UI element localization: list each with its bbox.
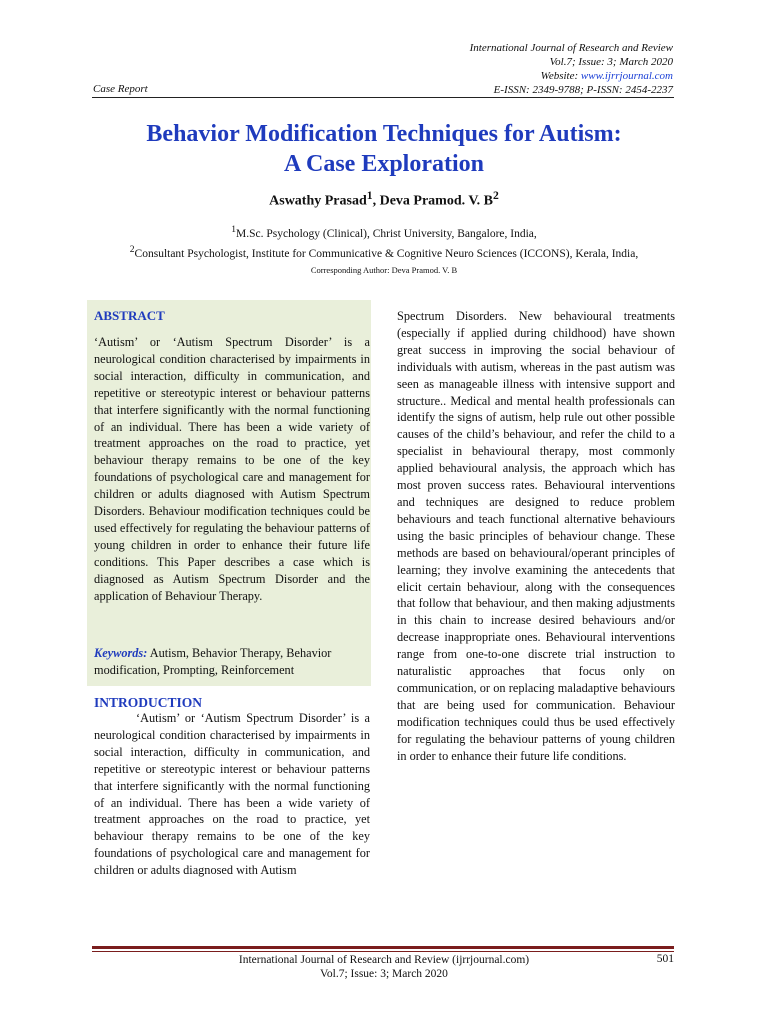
author-2: Deva Pramod. V. B	[379, 193, 494, 209]
header-divider	[92, 97, 674, 98]
author-2-sup: 2	[493, 189, 499, 202]
right-column-text: Spectrum Disorders. New behavioural treatments (especially if applied during childhood) have shown great success in improving the social behaviour of individuals with autism, whereas in the past autism was seen as manageable illness with intensive support and structure.. Medical and mental health professionals can identify the signs of autism, help rule out other possible causes of the child’s behaviour, and refer the child to a specialist in behavioural therapy, most commonly applied behavioural analysis, the approach which has most proven success rates. Behavioural interventions and techniques are designed to reduce problem behaviours and teach functional alternative behaviours using the basic principles of behaviour change. These methods are based on behavioural/operant principles of learning; they involve examining the antecedents that elicit certain behaviour, along with the consequences that follow that behaviour, and then making adjustments in this chain to increase desired behaviours and/or decrease inappropriate ones. Behavioural interventions range from one-to-one discrete trial instruction to naturalistic approaches that focus only on communication, or on replacing maladaptive behaviours that are being used for communication. Behaviour modification techniques could thus be used effectively for regulating the behaviour patterns of young children in order to enhance their future life conditions.	[397, 309, 675, 763]
article-type: Case Report	[93, 83, 148, 95]
author-1-sup: 1	[366, 189, 373, 202]
footer-divider-thick	[92, 946, 674, 949]
affiliation-2-text: Consultant Psychologist, Institute for Communicative & Cognitive Neuro Sciences (ICCONS), Kerala, India,	[134, 247, 639, 260]
footer-divider-thin	[92, 951, 674, 952]
affiliation-2	[0, 242, 768, 262]
journal-issn: E-ISSN: 2349-9788; P-ISSN: 2454-2237	[493, 84, 673, 96]
footer-journal: International Journal of Research and Review (ijrrjournal.com)	[238, 954, 530, 966]
introduction-text: ‘Autism’ or ‘Autism Spectrum Disorder’ is a neurological condition characterised by impairments in social interaction, difficulty in communication, and repetitive or stereotypic interest or behaviour patterns that interfere significantly with the normal functioning of an individual. There has been a wide variety of treatment approaches on the road to practice, yet behaviour therapy remains to be one of the key foundations of psychological care and management for children or adults diagnosed with Autism	[94, 711, 370, 878]
website-label: Website:	[540, 70, 581, 82]
title-line-1: Behavior Modification Techniques for Autism:	[146, 121, 622, 147]
corresponding-author: Corresponding Author: Deva Pramod. V. B	[310, 265, 458, 275]
paper-title	[0, 119, 768, 179]
author-1: Aswathy Prasad	[269, 193, 367, 209]
author-list	[0, 189, 768, 210]
journal-name: International Journal of Research and Review	[469, 42, 673, 54]
affiliations	[0, 222, 768, 262]
website-link[interactable]: www.ijrrjournal.com	[580, 70, 673, 82]
footer-volume: Vol.7; Issue: 3; March 2020	[320, 968, 448, 980]
affiliation-1-text: M.Sc. Psychology (Clinical), Christ University, Bangalore, India,	[236, 227, 537, 240]
footer	[0, 953, 768, 981]
abstract-text: ‘Autism’ or ‘Autism Spectrum Disorder’ is a neurological condition characterised by impairments in social interaction, difficulty in communication, and repetitive or stereotypic interest or behaviour patterns that interfere significantly with the normal functioning of an individual. There has been a wide variety of treatment approaches on the road to practice, yet behaviour therapy remains to be one of the key foundations of psychological care and management for children or adults diagnosed with Autism Spectrum Disorders. Behaviour modification techniques could be used effectively for regulating the behaviour patterns of young children in order to enhance their future life conditions. This Paper describes a case which is diagnosed as Autism Spectrum Disorder and the application of Behaviour Therapy.	[94, 335, 370, 603]
keywords-label: Keywords:	[94, 646, 148, 660]
affiliation-2-sup: 2	[129, 243, 135, 255]
affiliation-1-sup: 1	[231, 224, 236, 235]
title-line-2: A Case Exploration	[283, 151, 484, 177]
author-separator: ,	[372, 193, 380, 209]
journal-volume: Vol.7; Issue: 3; March 2020	[549, 56, 673, 68]
page-number: 501	[656, 953, 674, 965]
affiliation-1	[0, 222, 768, 242]
keywords-text: Autism, Behavior Therapy, Behavior modification, Prompting, Reinforcement	[94, 646, 332, 677]
journal-website	[470, 69, 673, 83]
abstract-heading: ABSTRACT	[94, 308, 165, 323]
journal-header	[470, 41, 673, 97]
keywords	[94, 645, 370, 679]
introduction-heading: INTRODUCTION	[94, 695, 203, 710]
